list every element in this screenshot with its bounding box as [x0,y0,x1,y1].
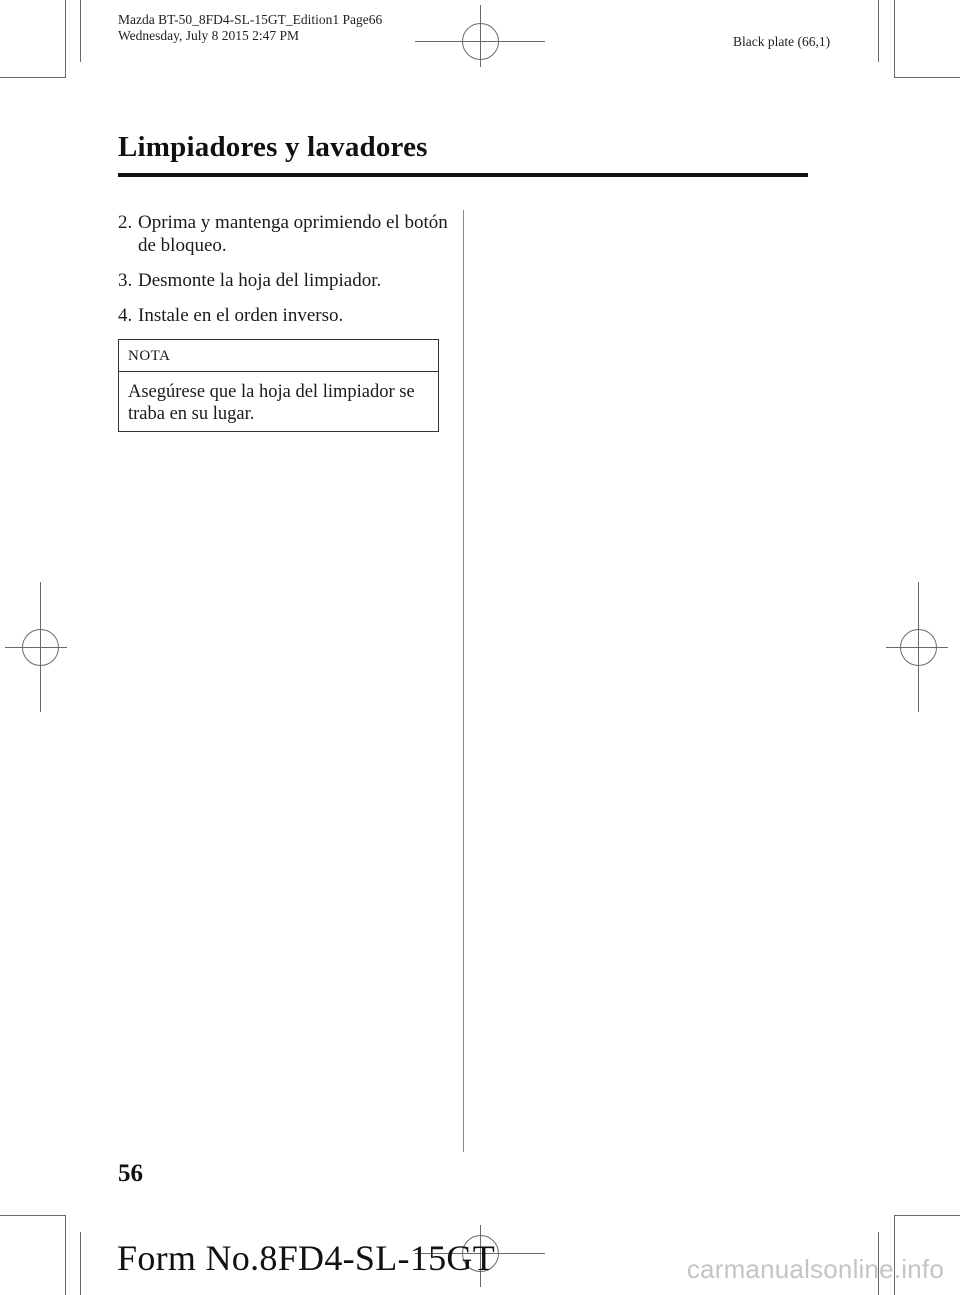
crop-mark-top-left-vertical [65,0,66,78]
plate-label: Black plate (66,1) [733,34,831,49]
crop-mark-bottom-left-horizontal [0,1215,66,1216]
crop-mark-top-right-vertical-inner [878,0,879,62]
page-number: 56 [118,1160,143,1187]
note-heading: NOTA [119,340,438,372]
watermark: carmanualsonline.info [686,1254,944,1284]
registration-mark-top-circle [462,23,499,60]
instruction-step [118,304,448,327]
crop-mark-top-right-vertical [894,0,895,78]
note-text: Asegúrese que la hoja del limpiador se traba en su lugar. [128,382,415,424]
step-text: Oprima y mantenga oprimiendo el botón de bloqueo. [138,212,448,256]
crop-mark-bottom-left-vertical-inner [80,1232,81,1295]
registration-mark-left-circle [22,629,59,666]
section-title-rule [118,173,808,177]
crop-mark-top-right-horizontal [894,77,960,78]
section-title: Limpiadores y lavadores [118,131,428,163]
step-number: 4. [118,305,133,326]
form-number: Form No.8FD4-SL-15GT [117,1238,496,1278]
print-job-date-line: Wednesday, July 8 2015 2:47 PM [118,28,300,43]
crop-mark-top-left-vertical-inner [80,0,81,62]
print-job-file-line: Mazda BT-50_8FD4-SL-15GT_Edition1 Page66 [118,12,383,27]
registration-mark-right-circle [900,629,937,666]
step-number: 3. [118,270,133,291]
step-text: Desmonte la hoja del limpiador. [138,270,382,291]
crop-mark-bottom-right-horizontal [894,1215,960,1216]
crop-mark-bottom-left-vertical [65,1215,66,1295]
step-number: 2. [118,212,133,233]
crop-mark-top-left-horizontal [0,77,66,78]
print-job-info [118,12,382,44]
instruction-step [118,211,448,257]
step-text: Instale en el orden inverso. [138,305,344,326]
column-divider [463,210,464,1152]
note-box [118,339,439,432]
instruction-steps [118,211,448,339]
instruction-step [118,269,448,292]
